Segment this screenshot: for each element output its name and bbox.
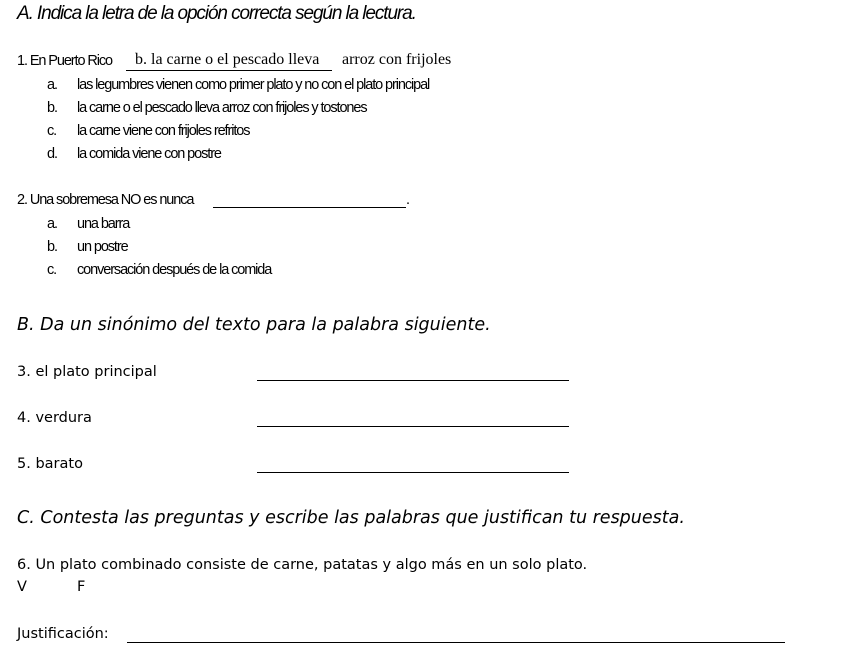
q1-answer-line xyxy=(126,70,332,71)
section-b-heading: B. Da un sinónimo del texto para la palabra siguiente. xyxy=(17,315,491,335)
q1-prompt: 1. En Puerto Rico xyxy=(17,53,112,69)
item-4-answer-line xyxy=(257,426,569,427)
q6-option-true: V xyxy=(17,579,27,595)
q1-option-b-text: la carne o el pescado lleva arroz con frijoles y tostones xyxy=(77,100,367,116)
q2-prompt: 2. Una sobremesa NO es nunca xyxy=(17,192,194,208)
q2-option-c-letter: c. xyxy=(47,262,57,278)
item-4-label: 4. verdura xyxy=(17,410,92,426)
item-5-label: 5. barato xyxy=(17,456,83,472)
q2-answer-line xyxy=(213,207,406,208)
q2-option-a-text: una barra xyxy=(77,216,130,232)
q2-end: . xyxy=(406,192,409,208)
q2-option-a-letter: a. xyxy=(47,216,57,232)
q1-option-d-letter: d. xyxy=(47,146,57,162)
item-5-answer-line xyxy=(257,472,569,473)
q1-answer: b. la carne o el pescado lleva xyxy=(135,51,320,68)
justification-line xyxy=(127,642,785,643)
q1-option-a-text: las legumbres vienen como primer plato y no con el plato principal xyxy=(77,77,430,93)
q1-option-b-letter: b. xyxy=(47,100,57,116)
q1-option-c-text: la carne viene con frijoles refritos xyxy=(77,123,250,139)
justification-label: Justificación: xyxy=(17,626,109,642)
section-c-heading: C. Contesta las preguntas y escribe las palabras que justifican tu respuesta. xyxy=(17,508,685,528)
q6-statement: 6. Un plato combinado consiste de carne, patatas y algo más en un solo plato. xyxy=(17,557,588,573)
q1-option-c-letter: c. xyxy=(47,123,57,139)
q2-option-c-text: conversación después de la comida xyxy=(77,262,272,278)
q2-option-b-text: un postre xyxy=(77,239,128,255)
q1-option-d-text: la comida viene con postre xyxy=(77,146,221,162)
q1-option-a-letter: a. xyxy=(47,77,57,93)
item-3-answer-line xyxy=(257,380,569,381)
q6-option-false: F xyxy=(77,579,86,595)
q2-option-b-letter: b. xyxy=(47,239,57,255)
q1-tail: arroz con frijoles xyxy=(342,51,452,68)
item-3-label: 3. el plato principal xyxy=(17,364,157,380)
section-a-heading: A. Indica la letra de la opción correcta según la lectura. xyxy=(17,3,416,24)
